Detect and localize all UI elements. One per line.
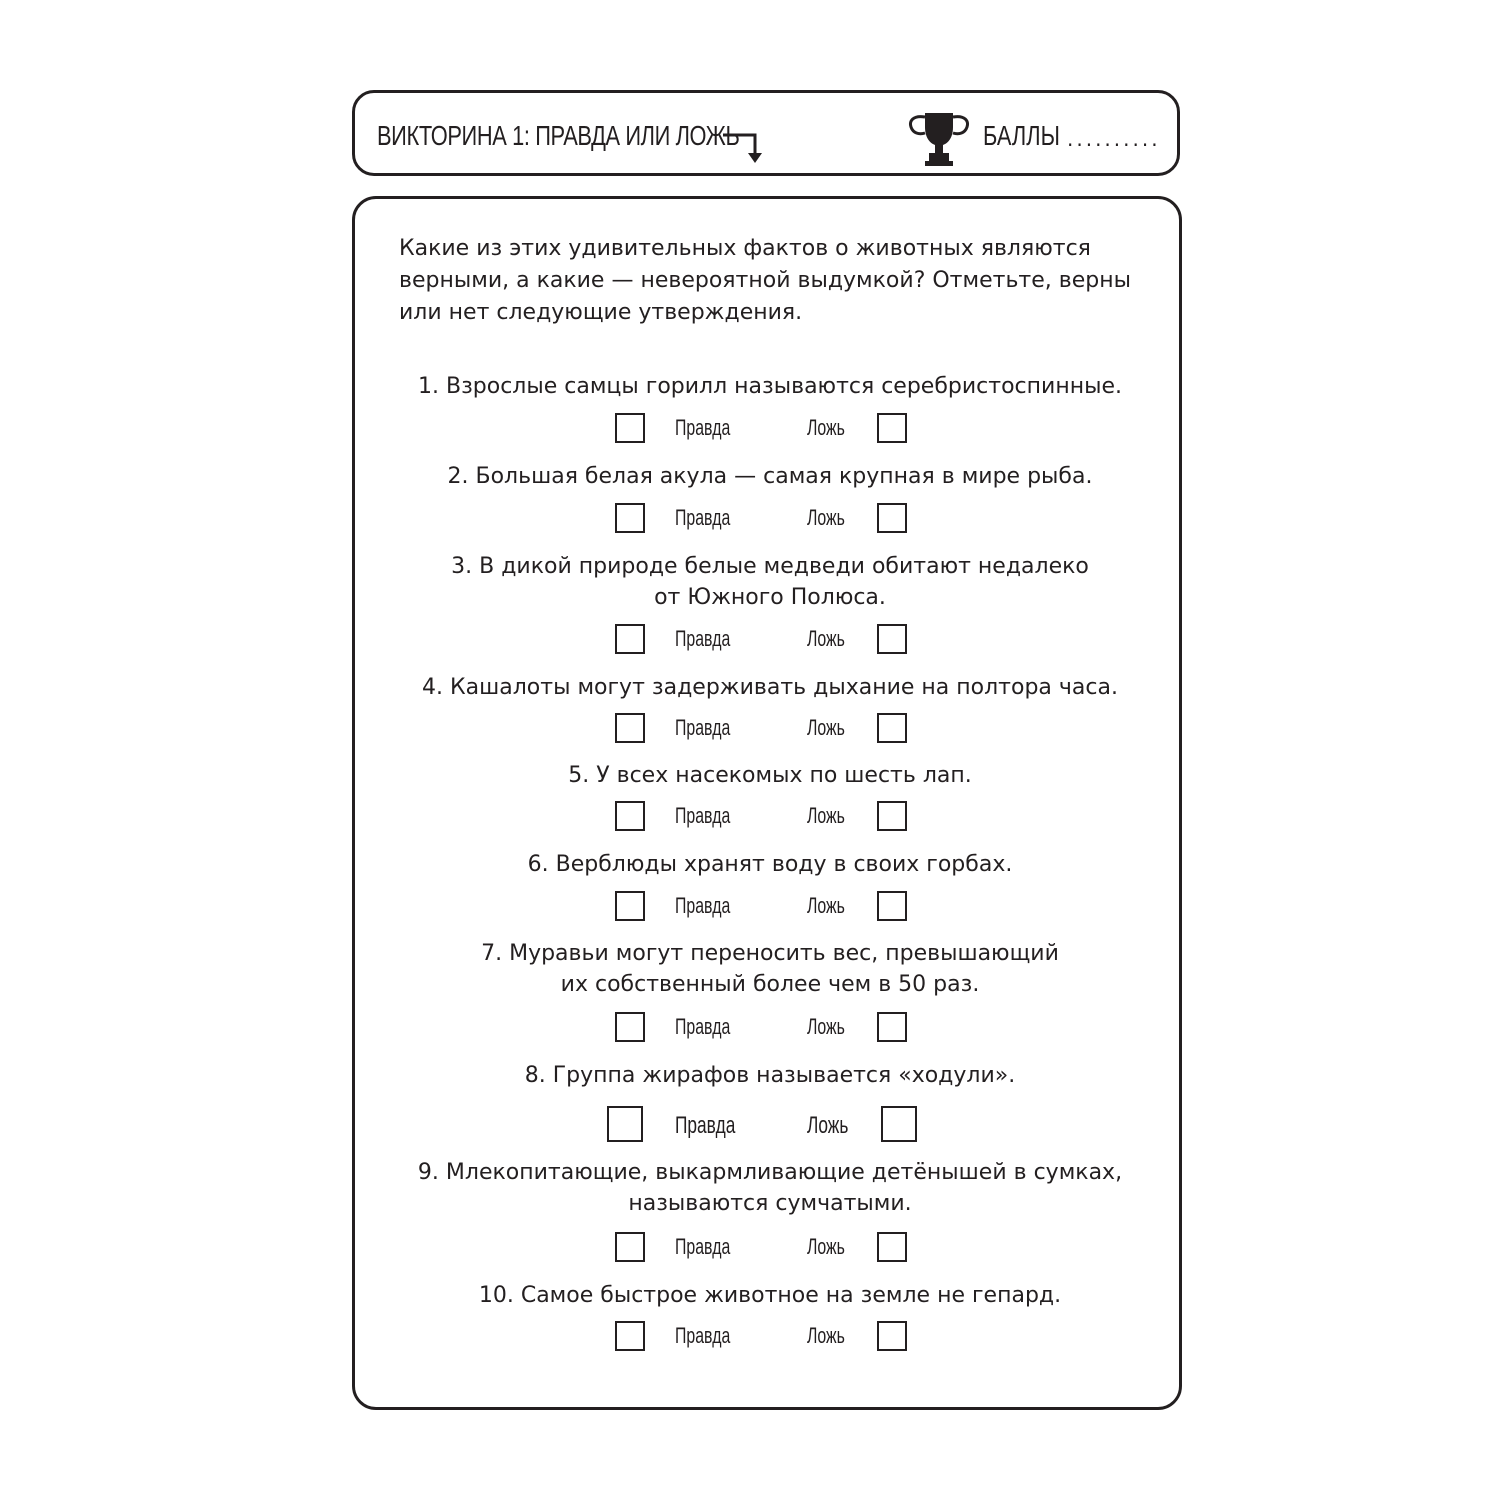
- question-text: [355, 461, 1185, 492]
- false-label: Ложь: [807, 715, 845, 740]
- quiz-title: ВИКТОРИНА 1: ПРАВДА ИЛИ ЛОЖЬ: [377, 120, 740, 151]
- answer-row: [355, 624, 1185, 664]
- true-label: Правда: [675, 1234, 731, 1259]
- false-label: Ложь: [807, 505, 845, 530]
- false-checkbox[interactable]: [877, 713, 907, 743]
- answer-row: [355, 801, 1185, 841]
- true-label: Правда: [675, 803, 731, 828]
- quiz-card: [352, 196, 1182, 1410]
- false-checkbox[interactable]: [877, 413, 907, 443]
- true-checkbox[interactable]: [615, 1321, 645, 1351]
- false-label: Ложь: [807, 415, 845, 440]
- question-line: их собственный более чем в 50 раз.: [560, 972, 980, 997]
- question-text: [355, 551, 1185, 613]
- answer-row: [355, 713, 1185, 753]
- question-line: 10. Самое быстрое животное на земле не гепард.: [478, 1283, 1062, 1308]
- question-line: от Южного Полюса.: [654, 585, 886, 610]
- true-checkbox[interactable]: [615, 1012, 645, 1042]
- answer-row: [355, 1012, 1185, 1052]
- false-label: Ложь: [807, 803, 845, 828]
- question-line: 2. Большая белая акула — самая крупная в мире рыба.: [447, 464, 1093, 489]
- arrow-down-right-icon: [721, 129, 765, 165]
- answer-row: [355, 1232, 1185, 1272]
- question-text: [355, 1060, 1185, 1091]
- false-label: Ложь: [807, 1234, 845, 1259]
- question-line: 3. В дикой природе белые медведи обитают недалеко: [451, 554, 1089, 579]
- false-checkbox[interactable]: [877, 624, 907, 654]
- question-text: [355, 938, 1185, 1000]
- false-checkbox[interactable]: [877, 503, 907, 533]
- false-checkbox[interactable]: [881, 1106, 917, 1142]
- answer-row: [355, 1321, 1185, 1361]
- question-text: [355, 672, 1185, 703]
- question-line: 7. Муравьи могут переносить вес, превышающий: [481, 941, 1059, 966]
- true-label: Правда: [675, 415, 731, 440]
- answer-row: [355, 891, 1185, 931]
- answer-row: [355, 503, 1185, 543]
- score-input[interactable]: ..........: [1067, 127, 1161, 151]
- true-checkbox[interactable]: [615, 1232, 645, 1262]
- true-checkbox[interactable]: [615, 503, 645, 533]
- false-checkbox[interactable]: [877, 891, 907, 921]
- quiz-header: [352, 90, 1180, 176]
- score-label: БАЛЛЫ: [983, 120, 1060, 151]
- true-checkbox[interactable]: [607, 1106, 643, 1142]
- true-label: Правда: [675, 715, 731, 740]
- question-line: 9. Млекопитающие, выкармливающие детёнышей в сумках,: [417, 1160, 1123, 1185]
- question-line: называются сумчатыми.: [628, 1191, 912, 1216]
- question-text: [355, 1280, 1185, 1311]
- false-label: Ложь: [807, 626, 845, 651]
- true-checkbox[interactable]: [615, 413, 645, 443]
- true-label: Правда: [675, 1014, 731, 1039]
- true-label: Правда: [675, 505, 731, 530]
- question-line: 5. У всех насекомых по шесть лап.: [568, 763, 972, 788]
- true-checkbox[interactable]: [615, 891, 645, 921]
- false-label: Ложь: [807, 1014, 845, 1039]
- true-label: Правда: [675, 1323, 731, 1348]
- true-checkbox[interactable]: [615, 713, 645, 743]
- false-label: Ложь: [807, 1323, 845, 1348]
- answer-row: [355, 413, 1185, 453]
- question-text: [355, 371, 1185, 402]
- false-checkbox[interactable]: [877, 1321, 907, 1351]
- question-line: 1. Взрослые самцы горилл называются серебристоспинные.: [418, 374, 1122, 399]
- false-label: Ложь: [807, 1112, 849, 1139]
- question-text: [355, 760, 1185, 791]
- question-line: 6. Верблюды хранят воду в своих горбах.: [527, 852, 1013, 877]
- true-label: Правда: [675, 1112, 736, 1139]
- quiz-instructions: Какие из этих удивительных фактов о животных являются верными, а какие — невероятной выдумкой? Отметьте, верны или нет следующие утверждения.: [399, 236, 1131, 325]
- false-checkbox[interactable]: [877, 1012, 907, 1042]
- false-checkbox[interactable]: [877, 1232, 907, 1262]
- true-label: Правда: [675, 893, 731, 918]
- true-checkbox[interactable]: [615, 624, 645, 654]
- question-text: [355, 849, 1185, 880]
- true-label: Правда: [675, 626, 731, 651]
- question-line: 8. Группа жирафов называется «ходули».: [524, 1063, 1016, 1088]
- false-checkbox[interactable]: [877, 801, 907, 831]
- question-line: 4. Кашалоты могут задерживать дыхание на полтора часа.: [422, 675, 1118, 700]
- false-label: Ложь: [807, 893, 845, 918]
- trophy-icon: [905, 109, 973, 167]
- true-checkbox[interactable]: [615, 801, 645, 831]
- question-text: [355, 1157, 1185, 1219]
- answer-row: [355, 1106, 1185, 1146]
